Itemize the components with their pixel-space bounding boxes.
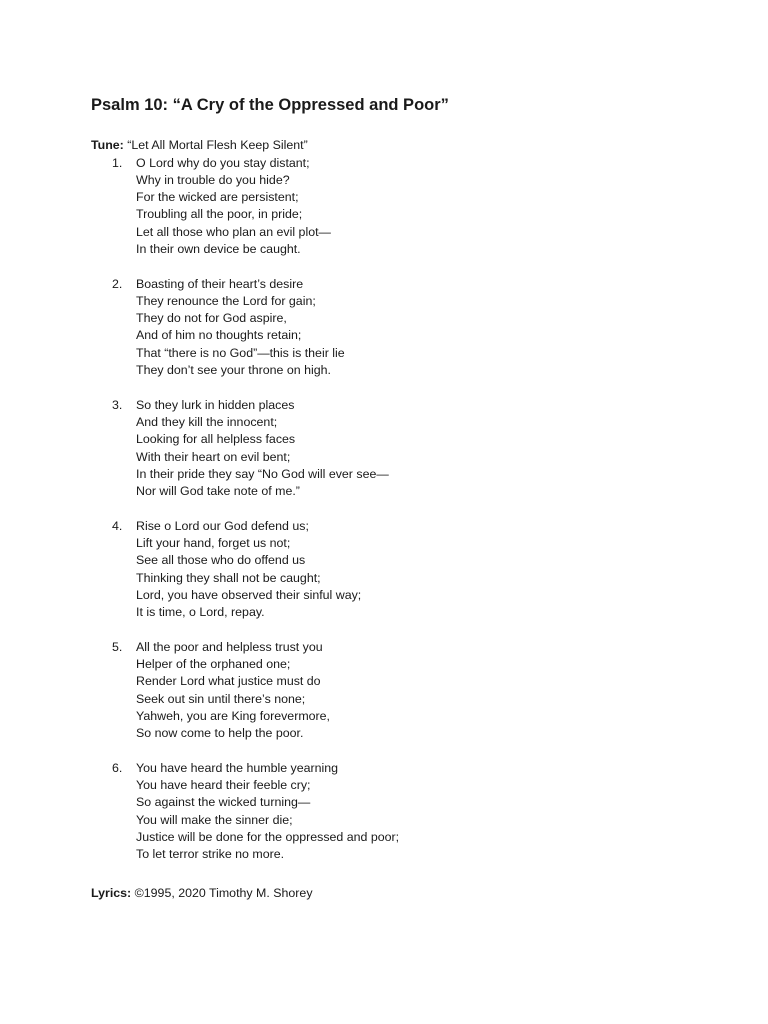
tune-label: Tune: bbox=[91, 138, 124, 152]
lyrics-credit bbox=[91, 885, 313, 902]
tune-value: “Let All Mortal Flesh Keep Silent” bbox=[127, 138, 308, 152]
verse-number: 5. bbox=[112, 639, 123, 654]
verse-line: Lift your hand, forget us not; bbox=[136, 536, 291, 551]
verse-line: Why in trouble do you hide? bbox=[136, 172, 290, 187]
verse-line: Yahweh, you are King forevermore, bbox=[136, 709, 330, 723]
verse-line: In their own device be caught. bbox=[136, 241, 301, 256]
verse-line: With their heart on evil bent; bbox=[136, 449, 291, 464]
verse-4 bbox=[91, 518, 399, 622]
verse-line: In their pride they say “No God will ever see— bbox=[136, 466, 389, 481]
verse-line: Rise o Lord our God defend us; bbox=[136, 518, 309, 533]
verse-line: So they lurk in hidden places bbox=[136, 397, 295, 412]
verse-line: So now come to help the poor. bbox=[136, 726, 304, 741]
lyrics-value: ©1995, 2020 Timothy M. Shorey bbox=[134, 885, 313, 900]
verse-line: O Lord why do you stay distant; bbox=[136, 155, 310, 170]
verse-line: See all those who do offend us bbox=[136, 553, 306, 568]
verse-line: And of him no thoughts retain; bbox=[136, 328, 302, 343]
verse-number: 6. bbox=[112, 760, 123, 775]
verse-6 bbox=[91, 760, 399, 864]
verse-line: You have heard their feeble cry; bbox=[136, 778, 311, 793]
verse-line: So against the wicked turning— bbox=[136, 795, 311, 810]
verse-line: To let terror strike no more. bbox=[136, 847, 285, 862]
verse-number: 2. bbox=[112, 276, 123, 291]
verse-line: All the poor and helpless trust you bbox=[136, 639, 323, 654]
verse-line: Troubling all the poor, in pride; bbox=[136, 207, 303, 222]
verse-number: 1. bbox=[112, 155, 123, 170]
verse-line: Looking for all helpless faces bbox=[136, 432, 296, 447]
verse-1 bbox=[91, 155, 399, 259]
verse-line: They do not for God aspire, bbox=[136, 311, 287, 326]
verse-line: You have heard the humble yearning bbox=[136, 760, 339, 775]
verse-line: You will make the sinner die; bbox=[136, 812, 293, 827]
verse-list bbox=[91, 155, 399, 881]
verse-line: Lord, you have observed their sinful way; bbox=[136, 587, 362, 602]
verse-line: They renounce the Lord for gain; bbox=[136, 293, 316, 308]
verse-2 bbox=[91, 276, 399, 380]
verse-line: They don’t see your throne on high. bbox=[136, 363, 331, 378]
verse-number: 4. bbox=[112, 518, 123, 533]
verse-line: For the wicked are persistent; bbox=[136, 190, 299, 205]
verse-line: Seek out sin until there’s none; bbox=[136, 691, 306, 706]
verse-line: Boasting of their heart’s desire bbox=[136, 276, 304, 291]
page-title: Psalm 10: “A Cry of the Oppressed and Poor” bbox=[91, 96, 449, 114]
verse-line: Render Lord what justice must do bbox=[136, 674, 321, 689]
lyrics-label: Lyrics: bbox=[91, 885, 132, 900]
tune-line bbox=[91, 137, 308, 154]
verse-line: And they kill the innocent; bbox=[136, 414, 278, 429]
verse-line: Let all those who plan an evil plot— bbox=[136, 224, 331, 239]
verse-number: 3. bbox=[112, 397, 123, 412]
verse-line: Justice will be done for the oppressed and poor; bbox=[136, 830, 400, 845]
verse-line: Helper of the orphaned one; bbox=[136, 657, 291, 672]
verse-3 bbox=[91, 397, 399, 501]
verse-5 bbox=[91, 639, 399, 743]
verse-line: That “there is no God”—this is their lie bbox=[136, 345, 345, 360]
verse-line: Thinking they shall not be caught; bbox=[136, 570, 321, 585]
verse-line: It is time, o Lord, repay. bbox=[136, 605, 265, 620]
verse-line: Nor will God take note of me.” bbox=[136, 484, 300, 499]
